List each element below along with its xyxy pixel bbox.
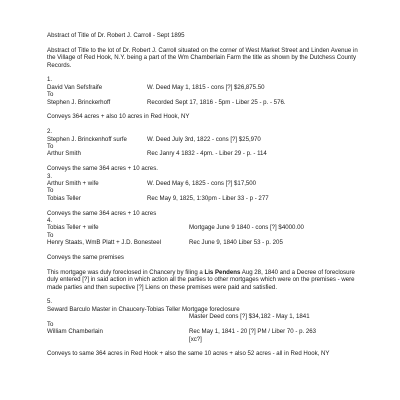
deed-details: Mortgage June 9 1840 - cons [?] $4000.00 (189, 224, 304, 232)
record-details-continued: [xc?] (189, 335, 202, 343)
grantee-name: Henry Staats, WmB Platt + J.D. Bonesteel (47, 239, 161, 247)
conveys-line: Conveys the same premises (47, 254, 124, 262)
foreclosure-text-end: Aug 28, 1840 and a Decree of foreclosure duly entered [?] in said action in which action all the parties to other mortgages which were on the premises - were made parties and then supective [?] Liens on these premises were paid and satisfied. (47, 268, 355, 291)
grantor-row (47, 84, 364, 91)
grantor-row (47, 136, 364, 143)
grantee-row (47, 239, 364, 246)
grantee-name: Stephen J. Brinckerhoff (47, 98, 111, 106)
deed-entry-2 (47, 128, 364, 158)
deed-entry-4 (47, 217, 364, 247)
foreclosure-text-start: This mortgage was duly foreclosed in Chancery by filing a (47, 268, 205, 276)
record-details: Rec Janry 4 1832 - 4pm. - Liber 29 - p. - 114 (147, 150, 267, 158)
grantee-name: Tobias Teller (47, 194, 81, 202)
grantee-row (47, 150, 364, 157)
deed-entry-5 (47, 298, 364, 342)
deed-details: Master Deed cons [?] $34,182 - May 1, 1841 (189, 313, 310, 321)
to-label: To (47, 143, 54, 151)
entry-number: 5. (47, 298, 53, 306)
grantee-name: William Chamberlain (47, 328, 103, 336)
grantee-row (47, 195, 364, 202)
to-label: To (47, 91, 54, 99)
conveys-line: Conveys the same 364 acres + 10 acres. (47, 165, 158, 173)
grantor-name: Tobias Teller + wife (47, 224, 99, 232)
conveys-line: Conveys 364 acres + also 10 acres in Red Hook, NY (47, 113, 190, 121)
deed-details: W. Deed May 1, 1815 - cons [?] $26,875.50 (147, 83, 265, 91)
entry-number: 4. (47, 217, 53, 225)
to-label: To (47, 231, 54, 239)
conveys-line: Conveys to same 364 acres in Red Hook + also the same 10 acres + also 52 acres - all in Red Hook, NY (47, 350, 330, 358)
entry-number: 3. (47, 172, 53, 180)
deed-entry-1 (47, 76, 364, 106)
record-details: Recorded Sept 17, 1816 - 5pm - Liber 25 - p. - 576. (147, 98, 286, 106)
master-line: Seward Barculo Master in Chaucery-Tobias Teller Mortgage foreclosure (47, 305, 240, 313)
to-label: To (47, 187, 54, 195)
grantee-name: Arthur Smith (47, 150, 81, 158)
entry-number: 1. (47, 76, 53, 84)
intro-paragraph: Abstract of Title to the lot of Dr. Robert J. Carroll situated on the corner of West Market Street and Linden Avenue in the Village of Red Hook, N.Y. being a part of the Wm Chamberlain Farm the title as shown by the Dutchess County Records. (47, 46, 358, 69)
deed-entry-3 (47, 173, 364, 203)
record-details: Rec May 1, 1841 - 20 [?] PM / Liber 70 - p. 263 (189, 328, 317, 336)
record-details: Rec May 9, 1825, 1:30pm - Liber 33 - p - 277 (147, 194, 269, 202)
grantor-name: David Van Sefsfraife (47, 83, 103, 91)
grantor-row (47, 224, 364, 231)
record-details: Rec June 9, 1840 Liber 53 - p. 205 (189, 239, 283, 247)
grantor-name: Arthur Smith + wife (47, 180, 99, 188)
deed-details: W. Deed July 3rd, 1822 - cons [?] $25,970 (147, 135, 261, 143)
conveys-line: Conveys the same 364 acres + 10 acres (47, 209, 157, 217)
grantor-name: Stephen J. Brinckenhoff surfe (47, 135, 127, 143)
grantee-row (47, 328, 364, 335)
entry-number: 2. (47, 128, 53, 136)
lis-pendens-term: Lis Pendens (204, 268, 241, 276)
grantee-row (47, 99, 364, 106)
to-label: To (47, 320, 54, 328)
foreclosure-paragraph (47, 269, 364, 291)
deed-details: W. Deed May 6, 1825 - cons [?] $17,500 (147, 180, 257, 188)
document-title: Abstract of Title of Dr. Robert J. Carroll - Sept 1895 (47, 32, 185, 39)
grantor-row (47, 180, 364, 187)
